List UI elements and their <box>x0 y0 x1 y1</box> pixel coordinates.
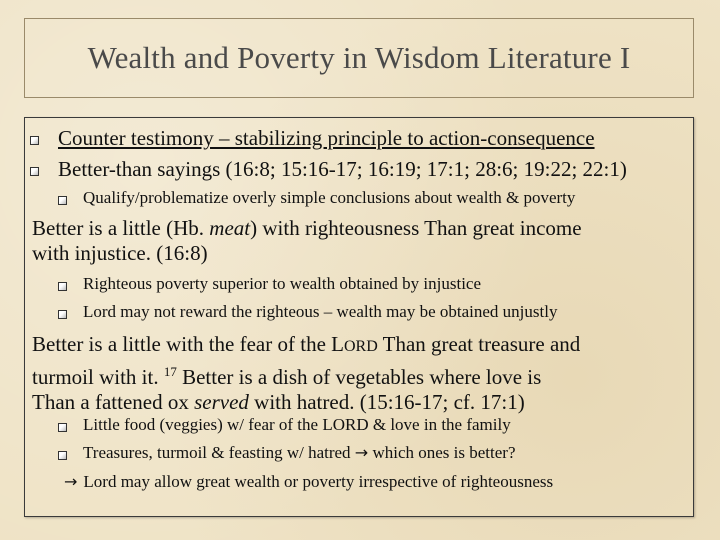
sub-bullet-text: Qualify/problematize overly simple conclusions about wealth & poverty <box>83 188 576 207</box>
square-bullet-icon <box>58 196 67 205</box>
verse-smallcaps: ORD <box>343 338 378 355</box>
verse-16-8 <box>32 216 682 266</box>
para2-bullet-text: which ones is better? <box>372 443 516 462</box>
verse-number: 17 <box>163 364 177 379</box>
square-bullet-icon <box>58 423 67 432</box>
para2-bullet-text: Treasures, turmoil & feasting w/ hatred <box>83 443 351 462</box>
verse-text: Better is a dish of vegetables where love is <box>176 365 542 389</box>
verse-italic: meat <box>209 216 251 240</box>
verse-text: Better is a little (Hb. <box>32 216 210 240</box>
verse-15-16-17 <box>32 332 682 415</box>
verse-text: turmoil with it. <box>32 365 164 389</box>
verse-text: Than great treasure and <box>377 332 581 356</box>
para1-bullet-text: Righteous poverty superior to wealth obtained by injustice <box>83 274 482 293</box>
conclusion-row <box>64 472 553 492</box>
bullet-row-2 <box>30 157 627 182</box>
square-bullet-icon <box>58 310 67 319</box>
para1-bullet-text: Lord may not reward the righteous – wealth may be obtained unjustly <box>83 302 558 321</box>
sub-bullet-row <box>58 188 575 208</box>
para1-bullet-2 <box>58 302 557 322</box>
verse-text: Better is a little with the fear of the L <box>32 332 344 356</box>
right-arrow-icon: → <box>64 472 78 491</box>
verse-text: with hatred. (15:16-17; cf. 17:1) <box>248 390 525 414</box>
bullet-text-1: Counter testimony – stabilizing principle to action-consequence <box>58 126 595 150</box>
conclusion-text: Lord may allow great wealth or poverty irrespective of righteousness <box>83 472 554 491</box>
square-bullet-icon <box>30 167 39 176</box>
para2-bullet-1 <box>58 415 511 435</box>
title-box <box>24 18 694 98</box>
para2-bullet-2 <box>58 443 516 463</box>
verse-text: Than a fattened ox <box>32 390 195 414</box>
para2-bullet-text: Little food (veggies) w/ fear of the LORD & love in the family <box>83 415 511 434</box>
bullet-text-2: Better-than sayings (16:8; 15:16-17; 16:19; 17:1; 28:6; 19:22; 22:1) <box>58 157 627 181</box>
slide-title: Wealth and Poverty in Wisdom Literature I <box>87 40 631 75</box>
square-bullet-icon <box>58 451 67 460</box>
right-arrow-icon: → <box>354 443 369 462</box>
verse-text: ) with righteousness Than great income <box>250 216 582 240</box>
verse-text: with injustice. (16:8) <box>32 241 208 265</box>
square-bullet-icon <box>30 136 39 145</box>
verse-italic: served <box>194 390 249 414</box>
para1-bullet-1 <box>58 274 481 294</box>
bullet-row-1 <box>30 126 595 151</box>
square-bullet-icon <box>58 282 67 291</box>
